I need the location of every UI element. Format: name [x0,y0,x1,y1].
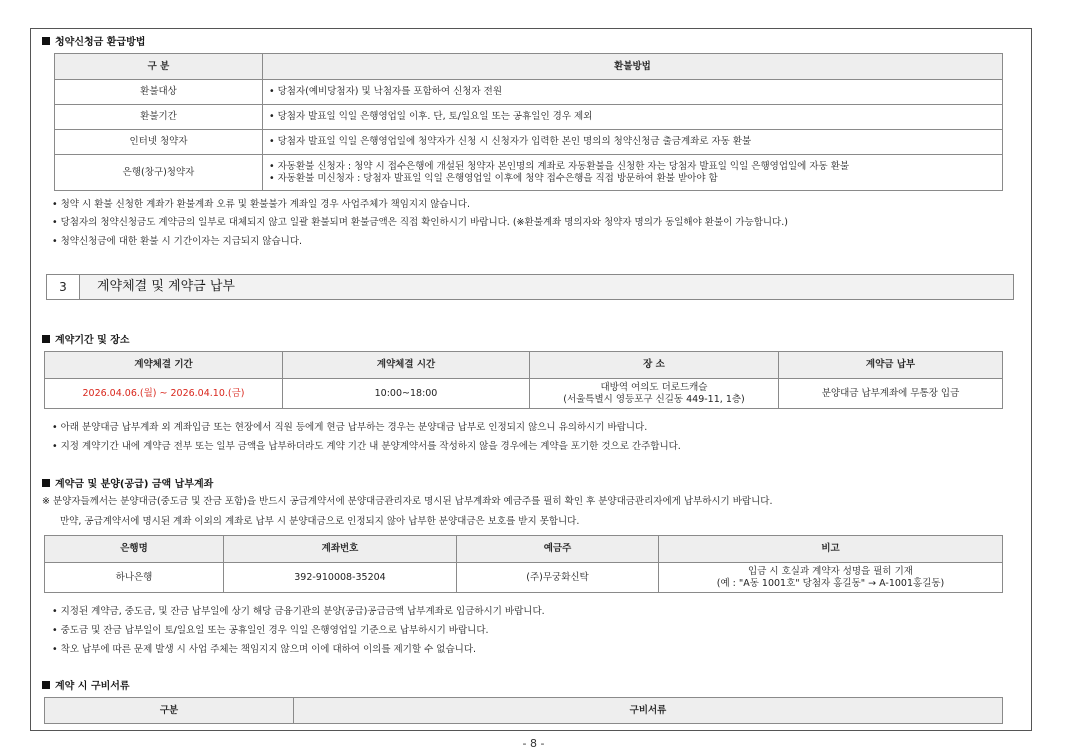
table-row [55,130,1003,155]
header-account-number: 계좌번호 [224,536,457,563]
place-address: (서울특별시 영등포구 신길동 449-11, 1층) [563,393,745,405]
place-line: 대방역 여의도 더로드캐슬 [600,381,708,393]
contract-period-header [45,352,1003,379]
refund-table [54,53,1003,191]
account-remark [659,563,1003,593]
table-row [45,379,1003,409]
refund-note: • 청약 시 환불 신청한 계좌가 환불계좌 오류 및 환불불가 계좌일 경우 사업주체가 책임지지 않습니다. [52,199,470,210]
refund-row-text: • 당첨자 발표일 익일 은행영업일 이후. 단, 토/일요일 또는 공휴일인 경우 제외 [263,105,1003,130]
refund-row-label: 환불기간 [55,105,263,130]
account-note: • 중도금 및 잔금 납부일이 토/일요일 또는 공휴일인 경우 익일 은행영업일 기준으로 납부하시기 바랍니다. [52,625,489,636]
account-holder: (주)무궁화신탁 [457,563,659,593]
header-doc-category: 구분 [45,698,294,724]
square-bullet-icon [42,479,50,487]
account-number: 392-910008-35204 [224,563,457,593]
bank-name: 하나은행 [45,563,224,593]
refund-row-line: • 자동환불 미신청자 : 당첨자 발표일 익일 은행영업일 이후에 청약 접수은행을 직접 방문하여 환불 받아야 함 [269,172,718,184]
refund-header-category: 구 분 [55,54,263,80]
chapter-number: 3 [47,275,80,299]
refund-note: • 청약신청금에 대한 환불 시 기간이자는 지급되지 않습니다. [52,236,303,247]
remark-line: 입금 시 호실과 계약자 성명을 필히 기재 [748,565,913,577]
documents-header [45,698,1003,724]
account-note: • 지정된 계약금, 중도금, 및 잔금 납부일에 상기 해당 금융기관의 분양(공급)공급금액 납부계좌로 입금하시기 바랍니다. [52,606,545,617]
contract-period-value: 2026.04.06.(월) ~ 2026.04.10.(금) [45,379,283,409]
contract-note: • 아래 분양대금 납부계좌 외 계좌입금 또는 현장에서 직원 등에게 현금 납부하는 경우는 분양대금 납부로 인정되지 않으니 유의하시기 바랍니다. [52,422,648,433]
refund-table-header [55,54,1003,80]
header-period: 계약체결 기간 [45,352,283,379]
chapter-banner [46,274,1014,300]
account-header [45,536,1003,563]
account-intro: 만약, 공급계약서에 명시된 계좌 이외의 계좌로 납부 시 분양대금으로 인정되지 않아 납부한 분양대금은 보호를 받지 못합니다. [60,516,580,527]
refund-note: • 당첨자의 청약신청금도 계약금의 일부로 대체되지 않고 일괄 환불되며 환불금액은 직접 확인하시기 바랍니다. (※환불계좌 명의자와 청약자 명의가 동일해야 환불이 가능합니다.) [52,217,788,228]
header-remark: 비고 [659,536,1003,563]
refund-row-text: • 당첨자(예비당첨자) 및 낙첨자를 포함하여 신청자 전원 [263,80,1003,105]
refund-header-method: 환불방법 [263,54,1003,80]
contract-period-heading-text: 계약기간 및 장소 [55,335,130,346]
square-bullet-icon [42,335,50,343]
refund-row-text: • 당첨자 발표일 익일 은행영업일에 청약자가 신청 시 신청자가 입력한 본인 명의의 청약신청금 출금계좌로 자동 환불 [263,130,1003,155]
page-number: - 8 - [522,737,545,750]
refund-heading [42,33,145,48]
square-bullet-icon [42,37,50,45]
account-note: • 착오 납부에 따른 문제 발생 시 사업 주체는 책임지지 않으며 이에 대하여 이의를 제기할 수 없습니다. [52,644,477,655]
refund-row-label: 은행(창구)청약자 [55,155,263,191]
refund-row-line: • 자동환불 신청자 : 청약 시 접수은행에 개설된 청약자 본인명의 계좌로 자동환불을 신청한 자는 당첨자 발표일 익일 은행영업일에 자동 환불 [269,160,850,172]
documents-table [44,697,1003,724]
remark-example: (예 : "A동 1001호" 당첨자 홍길동" → A-1001홍길동) [716,577,945,589]
header-holder: 예금주 [457,536,659,563]
header-bank: 은행명 [45,536,224,563]
contract-period-heading [42,331,130,346]
refund-row-text [263,155,1003,191]
account-heading-text: 계약금 및 분양(공급) 금액 납부계좌 [55,479,214,490]
account-intro: ※ 분양자들께서는 분양대금(중도금 및 잔금 포함)을 반드시 공급계약서에 분양대금관리자로 명시된 납부계좌와 예금주를 필히 확인 후 분양대금관리자에게 납부하시기 바랍니다. [42,496,773,507]
documents-heading [42,677,130,692]
chapter-title: 계약체결 및 계약금 납부 [97,279,235,294]
table-row [55,105,1003,130]
header-time: 계약체결 시간 [283,352,530,379]
documents-heading-text: 계약 시 구비서류 [55,681,130,692]
header-doc-list: 구비서류 [294,698,1003,724]
header-payment: 계약금 납부 [779,352,1003,379]
account-heading [42,475,213,490]
account-table [44,535,1003,593]
square-bullet-icon [42,681,50,689]
table-row [45,563,1003,593]
contract-place-value [530,379,779,409]
table-row [55,155,1003,191]
contract-time-value: 10:00~18:00 [283,379,530,409]
refund-heading-text: 청약신청금 환급방법 [55,37,146,48]
table-row [55,80,1003,105]
refund-row-label: 인터넷 청약자 [55,130,263,155]
contract-payment-value: 분양대금 납부계좌에 무통장 입금 [779,379,1003,409]
contract-note: • 지정 계약기간 내에 계약금 전부 또는 일부 금액을 납부하더라도 계약 기간 내 분양계약서를 작성하지 않을 경우에는 계약을 포기한 것으로 간주합니다. [52,441,681,452]
refund-row-label: 환불대상 [55,80,263,105]
header-place: 장 소 [530,352,779,379]
contract-period-table [44,351,1003,409]
